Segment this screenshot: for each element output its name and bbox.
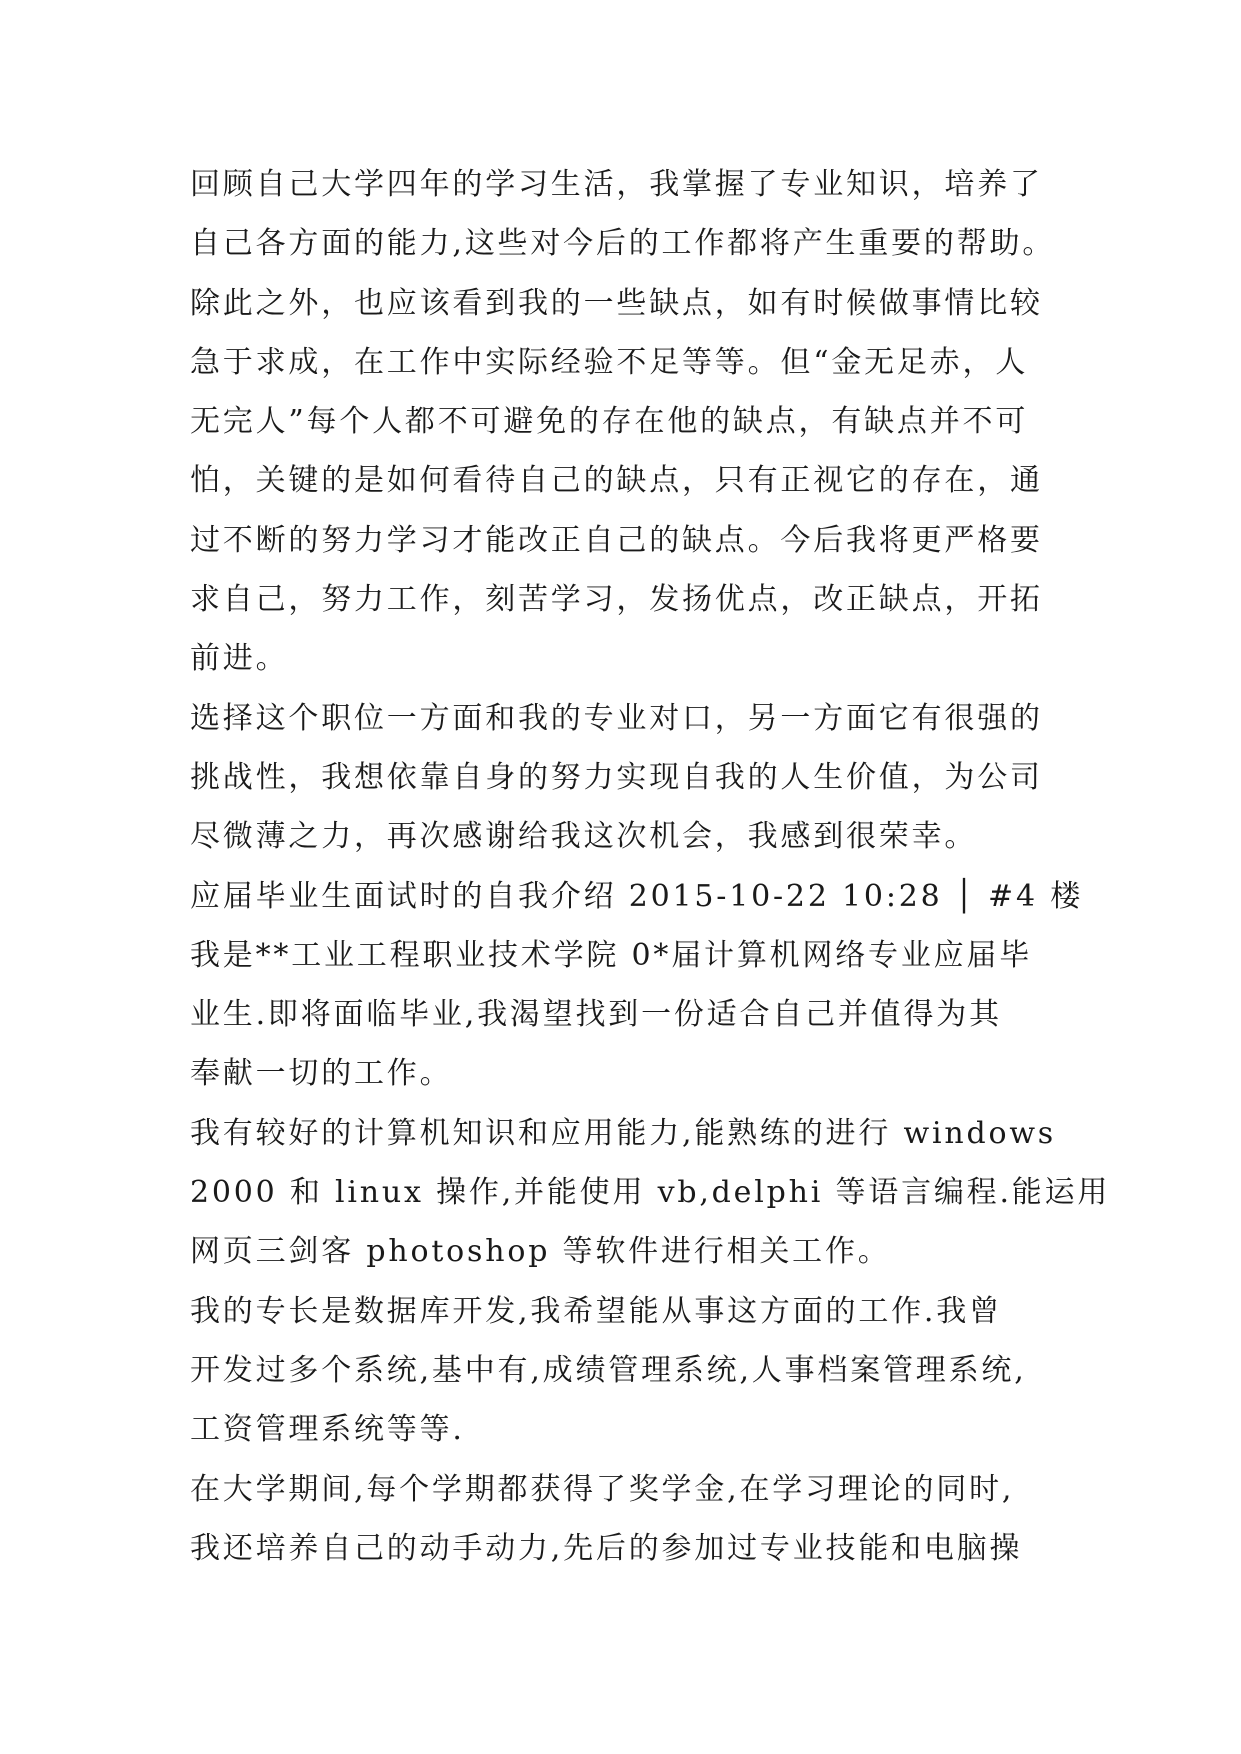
text-line: 2000 和 linux 操作,并能使用 vb,delphi 等语言编程.能运用 <box>190 1175 1111 1211</box>
text-line: 回顾自己大学四年的学习生活，我掌握了专业知识，培养了 <box>190 167 1043 202</box>
text-line: 自己各方面的能力,这些对今后的工作都将产生重要的帮助。 <box>190 226 1056 262</box>
text-line: 业生.即将面临毕业,我渴望找到一份适合自己并值得为其 <box>190 997 1002 1033</box>
text-line: 我有较好的计算机知识和应用能力,能熟练的进行 windows <box>190 1115 1057 1151</box>
text-line: 过不断的努力学习才能改正自己的缺点。今后我将更严格要 <box>190 522 1043 558</box>
text-line: 怕，关键的是如何看待自己的缺点，只有正视它的存在，通 <box>190 463 1043 499</box>
text-line: 尽微薄之力，再次感谢给我这次机会，我感到很荣幸。 <box>190 819 978 855</box>
text-line: 前进。 <box>190 641 289 677</box>
text-line: 求自己，努力工作，刻苦学习，发扬优点，改正缺点，开拓 <box>190 582 1043 618</box>
text-line: 开发过多个系统,基中有,成绩管理系统,人事档案管理系统, <box>190 1352 1027 1388</box>
text-line: 网页三剑客 photoshop 等软件进行相关工作。 <box>190 1234 891 1270</box>
text-line: 无完人”每个人都不可避免的存在他的缺点，有缺点并不可 <box>190 404 1029 440</box>
text-line: 我还培养自己的动手动力,先后的参加过专业技能和电脑操 <box>190 1530 1023 1566</box>
post-header-line: 应届毕业生面试时的自我介绍 2015-10-22 10:28 │ #4 楼 <box>190 878 1083 914</box>
text-line: 急于求成，在工作中实际经验不足等等。但“金无足赤，人 <box>190 344 1029 380</box>
text-line: 除此之外，也应该看到我的一些缺点，如有时候做事情比较 <box>190 285 1043 321</box>
text-line: 挑战性，我想依靠自身的努力实现自我的人生价值，为公司 <box>190 759 1043 795</box>
text-line: 工资管理系统等等. <box>190 1412 465 1448</box>
body-text <box>190 155 1111 1578</box>
text-line: 奉献一切的工作。 <box>190 1056 453 1092</box>
text-line: 我的专长是数据库开发,我希望能从事这方面的工作.我曾 <box>190 1293 1002 1329</box>
text-line: 我是**工业工程职业技术学院 0*届计算机网络专业应届毕 <box>190 937 1033 973</box>
text-line: 选择这个职位一方面和我的专业对口，另一方面它有很强的 <box>190 700 1043 736</box>
text-line: 在大学期间,每个学期都获得了奖学金,在学习理论的同时, <box>190 1471 1015 1507</box>
